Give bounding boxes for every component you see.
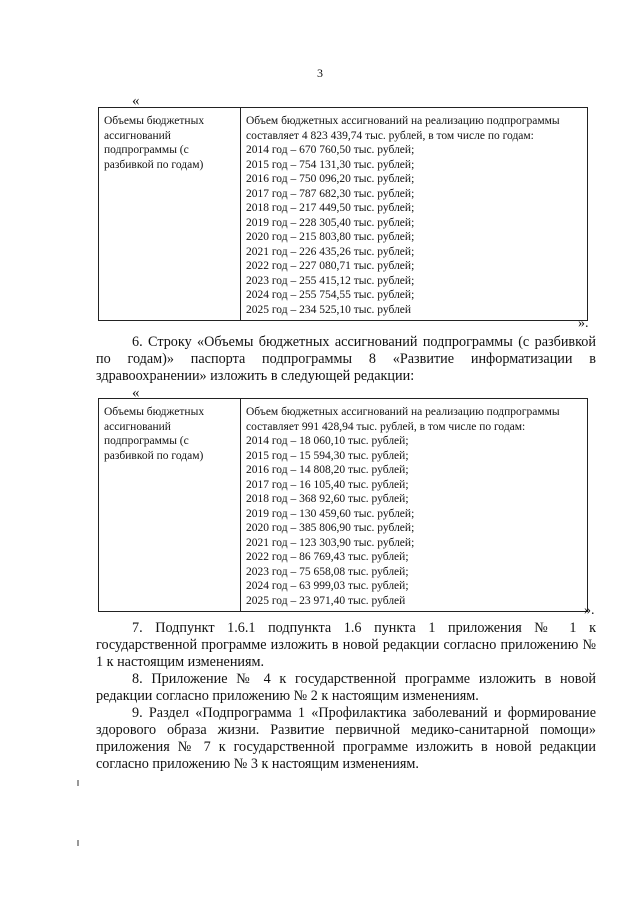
table1-line: 2020 год – 215 803,80 тыс. рублей; xyxy=(246,231,415,243)
paragraph-7-text: 7. Подпункт 1.6.1 подпункта 1.6 пункта 1 приложения № 1 к государственной программе изложить в новой редакции согласно приложению № 1 к настоящим изменениям. xyxy=(96,620,596,670)
paragraph-6 xyxy=(96,334,596,385)
margin-mark xyxy=(77,840,79,846)
table1-line: 2016 год – 750 096,20 тыс. рублей; xyxy=(246,173,415,185)
table1-line: 2017 год – 787 682,30 тыс. рублей; xyxy=(246,187,415,200)
table1-label: Объемы бюджетных ассигнований подпрограммы (с разбивкой по годам) xyxy=(99,108,241,320)
table2-line: 2021 год – 123 303,90 тыс. рублей; xyxy=(246,536,415,549)
close-quote-1: ». xyxy=(578,316,589,331)
paragraph-9 xyxy=(96,705,596,773)
table2-line: 2020 год – 385 806,90 тыс. рублей; xyxy=(246,522,415,534)
open-quote-2: « xyxy=(132,385,140,401)
table1-line: 2023 год – 255 415,12 тыс. рублей; xyxy=(246,274,415,287)
close-quote-2: ». xyxy=(584,603,595,618)
open-quote-1: « xyxy=(132,93,140,109)
table1-line: 2024 год – 255 754,55 тыс. рублей; xyxy=(246,289,415,301)
table2-line: 2017 год – 16 105,40 тыс. рублей; xyxy=(246,478,409,491)
table2-line: Объем бюджетных ассигнований на реализацию подпрограммы xyxy=(246,406,560,418)
page-number: 3 xyxy=(317,66,323,80)
table2-line: 2024 год – 63 999,03 тыс. рублей; xyxy=(246,580,409,592)
table2-line: 2018 год – 368 92,60 тыс. рублей; xyxy=(246,493,409,505)
table2-line: 2019 год – 130 459,60 тыс. рублей; xyxy=(246,507,415,520)
paragraph-7 xyxy=(96,620,596,671)
table2-line: 2015 год – 15 594,30 тыс. рублей; xyxy=(246,449,409,462)
table1-line: Объем бюджетных ассигнований на реализацию подпрограммы xyxy=(246,115,560,127)
budget-table-2 xyxy=(98,398,588,612)
budget-table-1 xyxy=(98,107,588,321)
paragraph-8-text: 8. Приложение № 4 к государственной программе изложить в новой редакции согласно приложению № 2 к настоящим изменениям. xyxy=(96,671,596,704)
table2-line: 2016 год – 14 808,20 тыс. рублей; xyxy=(246,464,409,476)
table1-line: 2019 год – 228 305,40 тыс. рублей; xyxy=(246,216,415,229)
table2-label: Объемы бюджетных ассигнований подпрограммы (с разбивкой по годам) xyxy=(99,399,241,611)
paragraph-9-text: 9. Раздел «Подпрограмма 1 «Профилактика заболеваний и формирование здорового образа жизни. Развитие первичной медико-санитарной помощи» приложения № 7 к государственной программе изложить в новой редакции согласно приложению № 3 к настоящим изменениям. xyxy=(96,705,596,772)
margin-mark xyxy=(77,780,79,786)
table1-line: 2021 год – 226 435,26 тыс. рублей; xyxy=(246,245,415,258)
table1-line: 2014 год – 670 760,50 тыс. рублей; xyxy=(246,144,415,156)
table1-content xyxy=(241,108,587,320)
table2-line: 2014 год – 18 060,10 тыс. рублей; xyxy=(246,435,409,447)
table2-content xyxy=(241,399,587,611)
paragraph-6-text: 6. Строку «Объемы бюджетных ассигнований подпрограммы (с разбивкой по годам)» паспорта подпрограммы 8 «Развитие информатизации в здравоохранении» изложить в следующей редакции: xyxy=(96,334,596,384)
table2-line: 2025 год – 23 971,40 тыс. рублей xyxy=(246,594,406,607)
table1-line: 2015 год – 754 131,30 тыс. рублей; xyxy=(246,158,415,171)
paragraph-8 xyxy=(96,671,596,705)
table1-line: 2018 год – 217 449,50 тыс. рублей; xyxy=(246,202,415,214)
table1-line: 2022 год – 227 080,71 тыс. рублей; xyxy=(246,260,415,272)
table2-line: 2023 год – 75 658,08 тыс. рублей; xyxy=(246,565,409,578)
table2-line: 2022 год – 86 769,43 тыс. рублей; xyxy=(246,551,409,563)
table1-line: составляет 4 823 439,74 тыс. рублей, в том числе по годам: xyxy=(246,129,534,142)
table2-line: составляет 991 428,94 тыс. рублей, в том числе по годам: xyxy=(246,420,526,433)
table1-line: 2025 год – 234 525,10 тыс. рублей xyxy=(246,303,412,316)
